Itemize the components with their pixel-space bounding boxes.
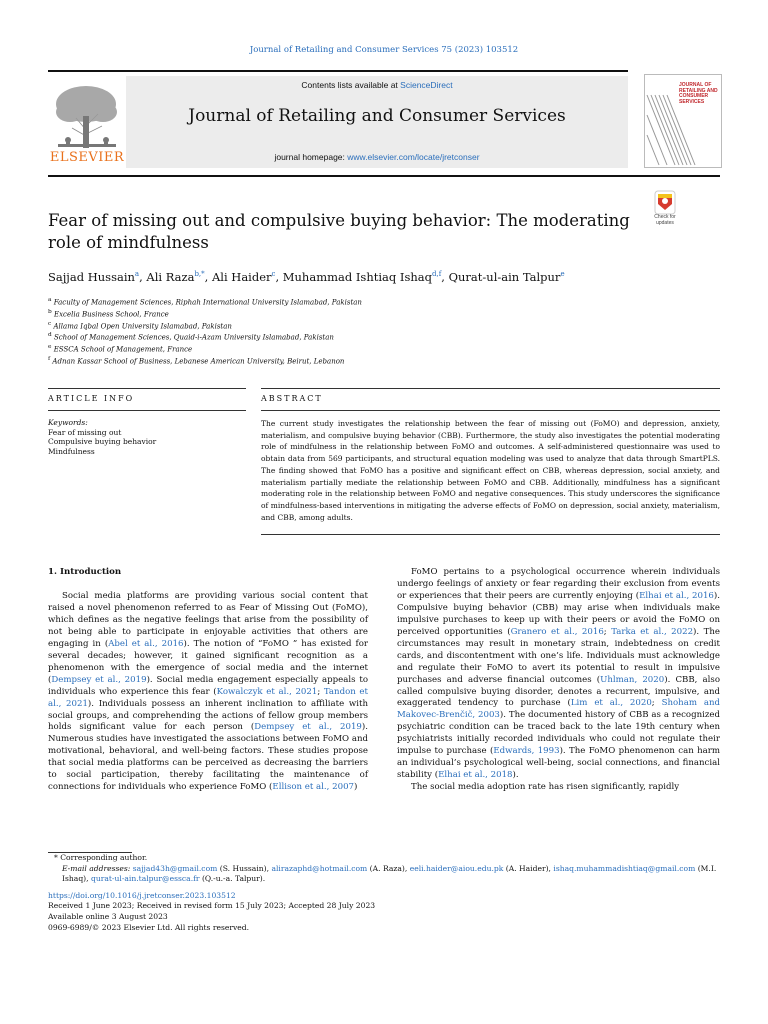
affiliation-item: $^e$ ESSCA School of Management, France	[48, 344, 193, 354]
email-link[interactable]: qurat-ul-ain.talpur@essca.fr	[90, 874, 200, 884]
homepage-prefix: journal homepage:	[274, 152, 348, 162]
section-heading-introduction: 1. Introduction	[48, 567, 122, 577]
available-online-date: Available online 3 August 2023	[48, 911, 168, 921]
author-name[interactable]: Muhammad Ishtiaq Ishaq	[282, 270, 432, 284]
affiliation-item: $^f$ Adnan Kassar School of Business, Lebanese American University, Beirut, Lebanon	[48, 356, 345, 366]
journal-reference-link[interactable]: Journal of Retailing and Consumer Services 75 (2023) 103512	[249, 45, 519, 55]
citation-link[interactable]: Edwards, 1993	[493, 746, 560, 757]
contents-prefix: Contents lists available at	[301, 80, 401, 90]
citation-link[interactable]: Abel et al., 2016	[108, 638, 184, 649]
citation-link[interactable]: Uhlman, 2020	[600, 674, 665, 685]
homepage-line	[126, 152, 628, 162]
cover-title: JOURNAL OF RETAILING AND CONSUMER SERVICES	[679, 82, 718, 105]
abstract-text: The current study investigates the relationship between the fear of missing out (FoMO) and depression, anxiety, materialism, and compulsive buying behavior (CBB). Furthermore, the study also investigates the potential moderating role of mindfulness in the relationship between FoMO and outcomes. A self-administered questionnaire was used to obtain data from 569 participants, and structural equation modeling was used to analyze that data through SmartPLS. The finding showed that FoMO has a positive and significant effect on CBB, whereas depression, social anxiety, and materialism partially mediate the relationship between FoMO and CBB. Additionally, mindfulness has a significant moderating role in the relationship between FoMO and negative consequences. This study underscores the significance of mindfulness-based interventions in mitigating the adverse effects of FoMO on depression, social anxiety, materialism, and CBB, among adults.	[261, 419, 720, 522]
author-name[interactable]: Ali Haider	[211, 270, 272, 284]
author-superscript[interactable]: b,*	[194, 270, 205, 279]
email-addresses: E-mail addresses: sajjad43h@gmail.com (S. Hussain), alirazaphd@hotmail.com (A. Raza), eeli.haider@aiou.edu.pk (A. Haider), ishaq.muhammadishtiaq@gmail.com (M.I. Ishaq), qurat-ul-ain.talpur@essca.fr (Q.-u.-a. Talpur).	[62, 863, 717, 884]
abstract-top-rule	[261, 388, 720, 389]
citation-link[interactable]: Kowalczyk et al., 2021	[216, 686, 318, 697]
contents-line	[126, 80, 628, 90]
doi-link[interactable]: https://doi.org/10.1016/j.jretconser.2023.103512	[48, 890, 236, 900]
body-paragraph: Social media platforms are providing various social content that raised a novel phenomenon referred to as Fear of Missing Out (FoMO), which defines as the negative feelings that arise from the possibility of not being able to participate in enjoyable activities that others are engaging in (Abel et al., 2016). The notion of “FoMO ” has existed for several decades; however, it gained significant recognition as a phenomenon with the emergence of social media and the internet (Dempsey et al., 2019). Social media engagement especially appeals to individuals who experience this fear (Kowalczyk et al., 2021; Tandon et al., 2021). Individuals possess an inherent inclination to affiliate with social groups, and comprehending the actions of fellow group members holds significant value for each person (Dempsey et al., 2019). Numerous studies have investigated the associations between FoMO and motivational, behavioral, and well-being factors. These studies propose that social media platforms can be perceived as decreasing the barriers to social participation, thereby facilitating the maintenance of connections for individuals who experience FoMO (Ellison et al., 2007)	[48, 591, 368, 793]
email-link[interactable]: alirazaphd@hotmail.com	[271, 863, 368, 873]
elsevier-wordmark: ELSEVIER	[49, 150, 125, 165]
citation-link[interactable]: Tarka et al., 2022	[611, 626, 694, 637]
abstract-bottom-rule	[261, 410, 720, 411]
citation-link[interactable]: Elhai et al., 2018	[438, 770, 513, 781]
abstract-heading: ABSTRACT	[261, 394, 323, 403]
affiliations-list	[48, 296, 362, 367]
paper-title: Fear of missing out and compulsive buying behavior: The moderating role of mindfulness	[48, 211, 630, 252]
affiliation-item: $^d$ School of Management Sciences, Quaid-i-Azam University Islamabad, Pakistan	[48, 332, 334, 342]
author-superscript[interactable]: d,f	[431, 270, 442, 279]
received-dates: Received 1 June 2023; Received in revised form 15 July 2023; Accepted 28 July 2023	[48, 901, 376, 911]
article-info-top-rule	[48, 388, 246, 389]
header-bottom-rule	[48, 175, 720, 177]
citation-link[interactable]: Tandon et al., 2021	[48, 686, 368, 709]
article-info-bottom-rule	[48, 410, 246, 411]
citation-link[interactable]: Elhai et al., 2016	[639, 590, 714, 601]
citation-link[interactable]: Dempsey et al., 2019	[254, 722, 362, 733]
author-superscript[interactable]: e	[560, 270, 565, 279]
keyword-item: Fear of missing out	[48, 427, 122, 437]
keyword-item: Mindfulness	[48, 446, 95, 456]
journal-cover-thumbnail	[644, 74, 722, 168]
body-paragraph: FoMO pertains to a psychological occurrence wherein individuals undergo feelings of anxiety or fear regarding their exclusion from events or experiences that their peers are currently enjoying (Elhai et al., 2016). Compulsive buying behavior (CBB) may arise when individuals make impulsive purchases to keep up with their peers or avoid the FoMO on perceived opportunities (Granero et al., 2016; Tarka et al., 2022). The circumstances may result in monetary strain, indebtedness on credit cards, and discontentment with one’s life. Individuals must acknowledge and regulate their FoMO to avert its potential to result in impulsive purchases and adverse financial outcomes (Uhlman, 2020). CBB, also called compulsive buying disorder, denotes a recurrent, impulsive, and exaggerated tendency to purchase (Lim et al., 2020; Shoham and Makovec-Brenčič, 2003). The documented history of CBB as a recognized psychiatric condition can be traced back to the late 19th century when psychiatrists initially recorded individuals who could not regulate their impulse to purchase (Edwards, 1993). The FoMO phenomenon can harm an individual’s psychological well-being, social connections, and financial stability (Elhai et al., 2018).	[397, 567, 721, 781]
keyword-item: Compulsive buying behavior	[48, 437, 157, 446]
crossmark-icon	[648, 190, 682, 216]
crossmark-label: Check for updates	[654, 214, 676, 226]
body-column-left	[48, 591, 368, 794]
author-list: Sajjad Hussain$^a$, Ali Raza$^{b,*}$, Ali Haider$^c$, Muhammad Ishtiaq Ishaq$^{d,f}$, Qurat-ul-ain Talpur$^e$	[48, 270, 565, 284]
author-superscript[interactable]: a	[134, 270, 140, 279]
check-for-updates-button[interactable]	[648, 190, 682, 230]
copyright-notice: 0969-6989/© 2023 Elsevier Ltd. All rights reserved.	[48, 922, 250, 932]
abstract-end-rule	[261, 534, 720, 535]
author-name[interactable]: Sajjad Hussain	[48, 270, 135, 284]
email-link[interactable]: eeli.haider@aiou.edu.pk	[409, 863, 504, 873]
sciencedirect-link[interactable]: ScienceDirect	[400, 80, 453, 90]
citation-link[interactable]: Dempsey et al., 2019	[51, 674, 147, 685]
footnotes-block	[48, 853, 720, 933]
article-info-heading: ARTICLE INFO	[48, 394, 135, 403]
body-column-right	[397, 567, 720, 794]
journal-homepage-link[interactable]: www.elsevier.com/locate/jretconser	[347, 152, 480, 162]
citation-link[interactable]: Granero et al., 2016	[510, 626, 604, 637]
body-paragraph: The social media adoption rate has risen significantly, rapidly	[411, 782, 680, 793]
corresponding-author-note: * Corresponding author.	[54, 853, 148, 862]
email-link[interactable]: ishaq.muhammadishtiaq@gmail.com	[553, 863, 696, 873]
author-superscript[interactable]: c	[271, 270, 276, 279]
email-link[interactable]: sajjad43h@gmail.com	[132, 863, 218, 873]
citation-link[interactable]: Shoham and Makovec-Brenčič, 2003	[397, 698, 720, 721]
header-top-rule	[48, 70, 628, 72]
affiliation-item: $^c$ Allama Iqbal Open University Islamabad, Pakistan	[48, 320, 232, 330]
keywords-label: Keywords:	[48, 418, 88, 427]
keywords-block	[48, 418, 248, 456]
citation-link[interactable]: Ellison et al., 2007	[272, 782, 354, 793]
affiliation-item: $^a$ Faculty of Management Sciences, Riphah International University Islamabad, Pakistan	[48, 297, 362, 307]
affiliation-item: $^b$ Excelia Business School, France	[48, 308, 169, 319]
journal-title: Journal of Retailing and Consumer Services	[188, 106, 566, 126]
journal-header-box	[126, 76, 628, 168]
author-name[interactable]: Qurat-ul-ain Talpur	[448, 270, 561, 284]
citation-link[interactable]: Lim et al., 2020	[570, 698, 652, 709]
author-name[interactable]: Ali Raza	[146, 270, 195, 284]
